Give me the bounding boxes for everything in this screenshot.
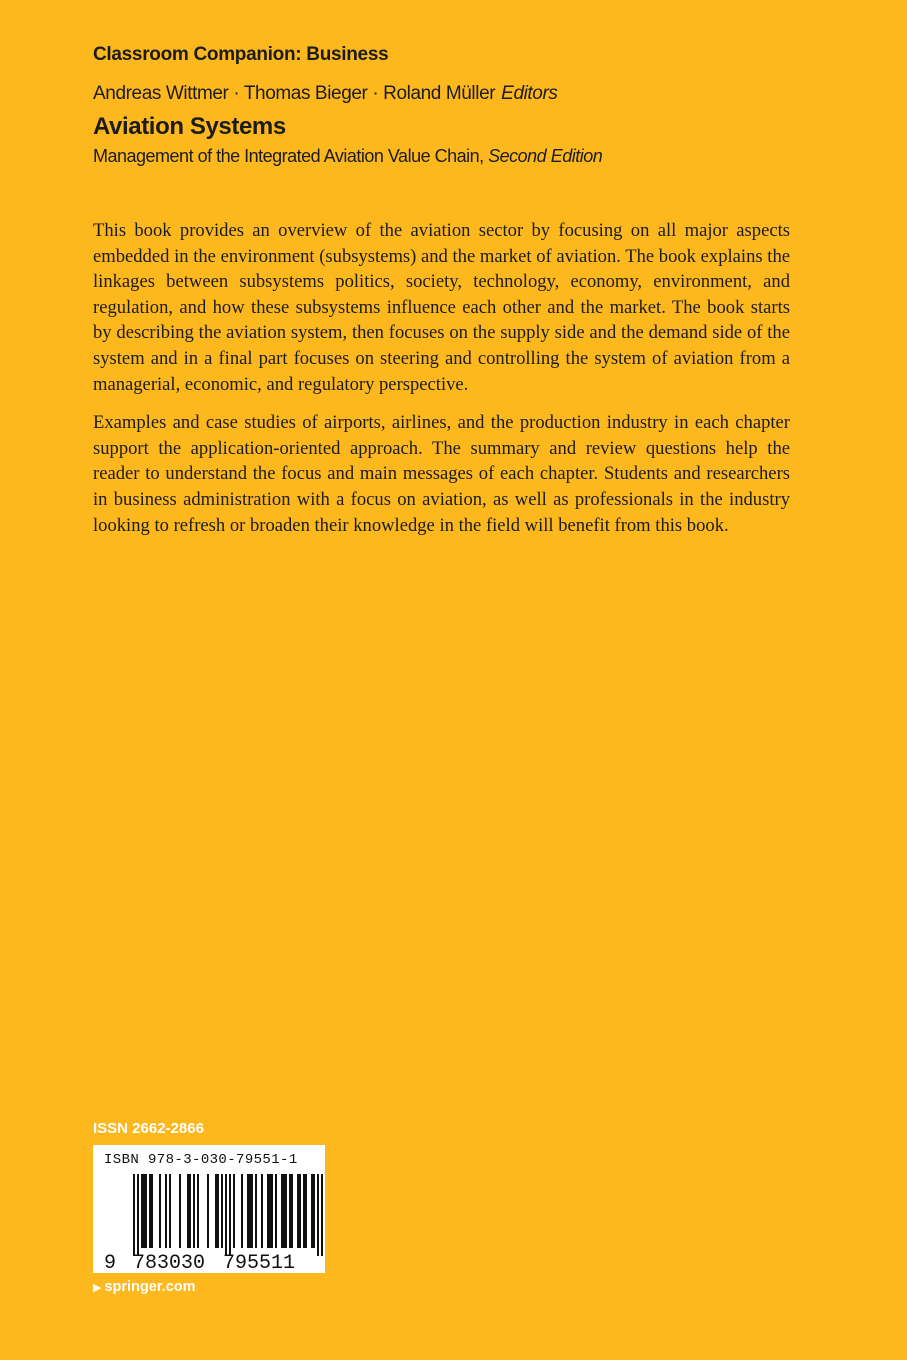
barcode-bar	[247, 1174, 249, 1248]
barcode-bar	[187, 1174, 189, 1248]
barcode-bar	[179, 1174, 181, 1248]
barcode-bar	[313, 1174, 315, 1248]
isbn-label: ISBN 978-3-030-79551-1	[104, 1152, 298, 1168]
barcode-bar	[291, 1174, 293, 1248]
isbn-barcode	[93, 1145, 325, 1273]
barcode-bar	[321, 1174, 323, 1256]
series-name: Classroom Companion: Business	[93, 44, 389, 65]
barcode-graphic	[93, 1145, 325, 1273]
description-paragraph: Examples and case studies of airports, airlines, and the production industry in each chapter support the application-oriented approach. The summary and review questions help the reader to understand the focus and main messages of each chapter. Students and researchers in business administration with a focus on aviation, as well as professionals in the industry looking to refresh or broaden their knowledge in the field will benefit from this book.	[93, 412, 790, 536]
barcode-bar	[221, 1174, 223, 1248]
barcode-bar	[267, 1174, 269, 1248]
barcode-bar	[285, 1174, 287, 1248]
springer-url: springer.com	[104, 1279, 196, 1295]
barcode-bar	[133, 1174, 135, 1256]
barcode-bar	[169, 1174, 171, 1248]
book-description	[93, 218, 790, 551]
barcode-bar	[283, 1174, 285, 1248]
barcode-bar	[241, 1174, 243, 1248]
barcode-bar	[165, 1174, 167, 1248]
barcode-bar	[229, 1174, 231, 1256]
barcode-bar	[289, 1174, 291, 1248]
barcode-right-digits: 795511	[223, 1252, 296, 1273]
barcode-bar	[141, 1174, 143, 1248]
barcode-bar	[225, 1174, 227, 1256]
barcode-bar	[299, 1174, 301, 1248]
barcode-bar	[303, 1174, 305, 1248]
barcode-bar	[143, 1174, 145, 1248]
barcode-bar	[251, 1174, 253, 1248]
editors-line	[93, 83, 558, 105]
barcode-bar	[281, 1174, 283, 1248]
description-paragraph: This book provides an overview of the aviation sector by focusing on all major aspects embedded in the environment (subsystems) and the market of aviation. The book explains the linkages between subsystems politics, society, technology, economy, environment, and regulation, and how these subsystems influence each other and the market. The book starts by describing the aviation system, then focuses on the supply side and the demand side of the system and in a final part focuses on steering and controlling the system of aviation from a managerial, economic, and regulatory perspective.	[93, 220, 790, 395]
barcode-bar	[151, 1174, 153, 1248]
editors-role: Editors	[501, 83, 558, 104]
barcode-bar	[305, 1174, 307, 1248]
barcode-bar	[317, 1174, 319, 1256]
barcode-bar	[255, 1174, 257, 1248]
barcode-bar	[189, 1174, 191, 1248]
barcode-bar	[271, 1174, 273, 1248]
barcode-first-digit: 9	[104, 1252, 117, 1273]
barcode-bar	[311, 1174, 313, 1248]
barcode-bar	[159, 1174, 161, 1248]
edition-label: Second Edition	[488, 146, 603, 166]
book-subtitle	[93, 146, 602, 167]
barcode-bar	[275, 1174, 277, 1248]
issn-label: ISSN 2662-2866	[93, 1120, 204, 1137]
barcode-bar	[261, 1174, 263, 1248]
barcode-left-digits: 783030	[133, 1252, 206, 1273]
book-title: Aviation Systems	[93, 113, 286, 140]
barcode-bar	[137, 1174, 139, 1256]
springer-link[interactable]	[93, 1279, 196, 1295]
barcode-bar	[207, 1174, 209, 1248]
barcode-bar	[297, 1174, 299, 1248]
barcode-bar	[215, 1174, 217, 1248]
barcode-bar	[149, 1174, 151, 1248]
arrow-right-icon: ▶	[93, 1282, 102, 1294]
barcode-bar	[269, 1174, 271, 1248]
barcode-bar	[217, 1174, 219, 1248]
subtitle-text: Management of the Integrated Aviation Value Chain,	[93, 146, 484, 166]
barcode-bar	[233, 1174, 235, 1248]
barcode-bar	[197, 1174, 199, 1248]
editors-names: Andreas Wittmer · Thomas Bieger · Roland Müller	[93, 83, 496, 104]
barcode-bar	[249, 1174, 251, 1248]
barcode-bar	[145, 1174, 147, 1248]
barcode-bar	[193, 1174, 195, 1248]
